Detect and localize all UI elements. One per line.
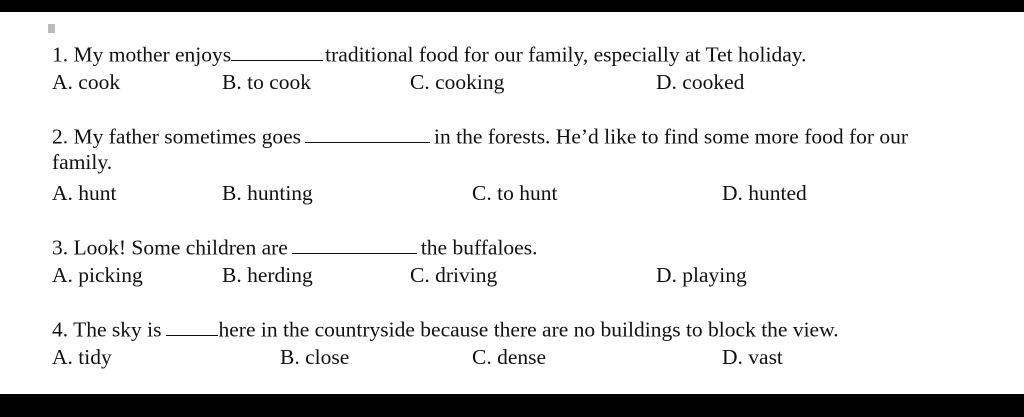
question-4-option-b[interactable]: B. close	[280, 344, 350, 369]
question-1-blank	[231, 40, 323, 61]
question-1-stem	[52, 40, 992, 66]
question-1-option-d[interactable]: D. cooked	[656, 69, 745, 94]
question-1-options	[52, 70, 992, 104]
question-3-text-before: 3. Look! Some children are	[52, 235, 288, 260]
question-3-option-d[interactable]: D. playing	[656, 262, 747, 287]
question-2-option-a[interactable]: A. hunt	[52, 180, 117, 205]
question-4-option-d[interactable]: D. vast	[722, 344, 783, 369]
question-3-option-c[interactable]: C. driving	[410, 262, 498, 287]
question-2-blank	[305, 122, 430, 143]
question-1	[52, 22, 992, 66]
question-2-option-d[interactable]: D. hunted	[722, 180, 807, 205]
question-1-text-after: traditional food for our family, especially at Tet holiday.	[325, 42, 807, 67]
question-1-option-a[interactable]: A. cook	[52, 69, 121, 94]
question-4-option-c[interactable]: C. dense	[472, 344, 547, 369]
question-3-stem	[52, 233, 992, 259]
question-3	[52, 215, 992, 259]
question-2-options	[52, 181, 992, 215]
question-4-option-a[interactable]: A. tidy	[52, 344, 112, 369]
question-2-text-after: in the forests. He’d like to find some more food for our	[434, 124, 909, 149]
question-1-text-before: 1. My mother enjoys	[52, 42, 232, 67]
question-1-option-b[interactable]: B. to cook	[222, 69, 311, 94]
question-4	[52, 297, 992, 341]
worksheet-page	[0, 12, 1024, 394]
question-3-option-a[interactable]: A. picking	[52, 262, 143, 287]
question-2-text-before: 2. My father sometimes goes	[52, 124, 301, 149]
question-4-stem	[52, 315, 992, 341]
question-1-option-c[interactable]: C. cooking	[410, 69, 505, 94]
question-4-options	[52, 345, 992, 379]
question-2-stem	[52, 122, 992, 148]
question-3-text-after: the buffaloes.	[420, 235, 538, 260]
question-2-text-wrapped: family.	[52, 149, 113, 174]
question-4-blank	[166, 315, 218, 336]
question-2	[52, 104, 992, 177]
question-2-option-b[interactable]: B. hunting	[222, 180, 313, 205]
question-3-blank	[292, 233, 417, 254]
worksheet-content	[52, 22, 992, 379]
question-4-text-before: 4. The sky is	[52, 317, 162, 342]
question-3-options	[52, 263, 992, 297]
question-4-text-after: here in the countryside because there are no buildings to block the view.	[218, 317, 839, 342]
question-2-option-c[interactable]: C. to hunt	[472, 180, 558, 205]
question-3-option-b[interactable]: B. herding	[222, 262, 313, 287]
